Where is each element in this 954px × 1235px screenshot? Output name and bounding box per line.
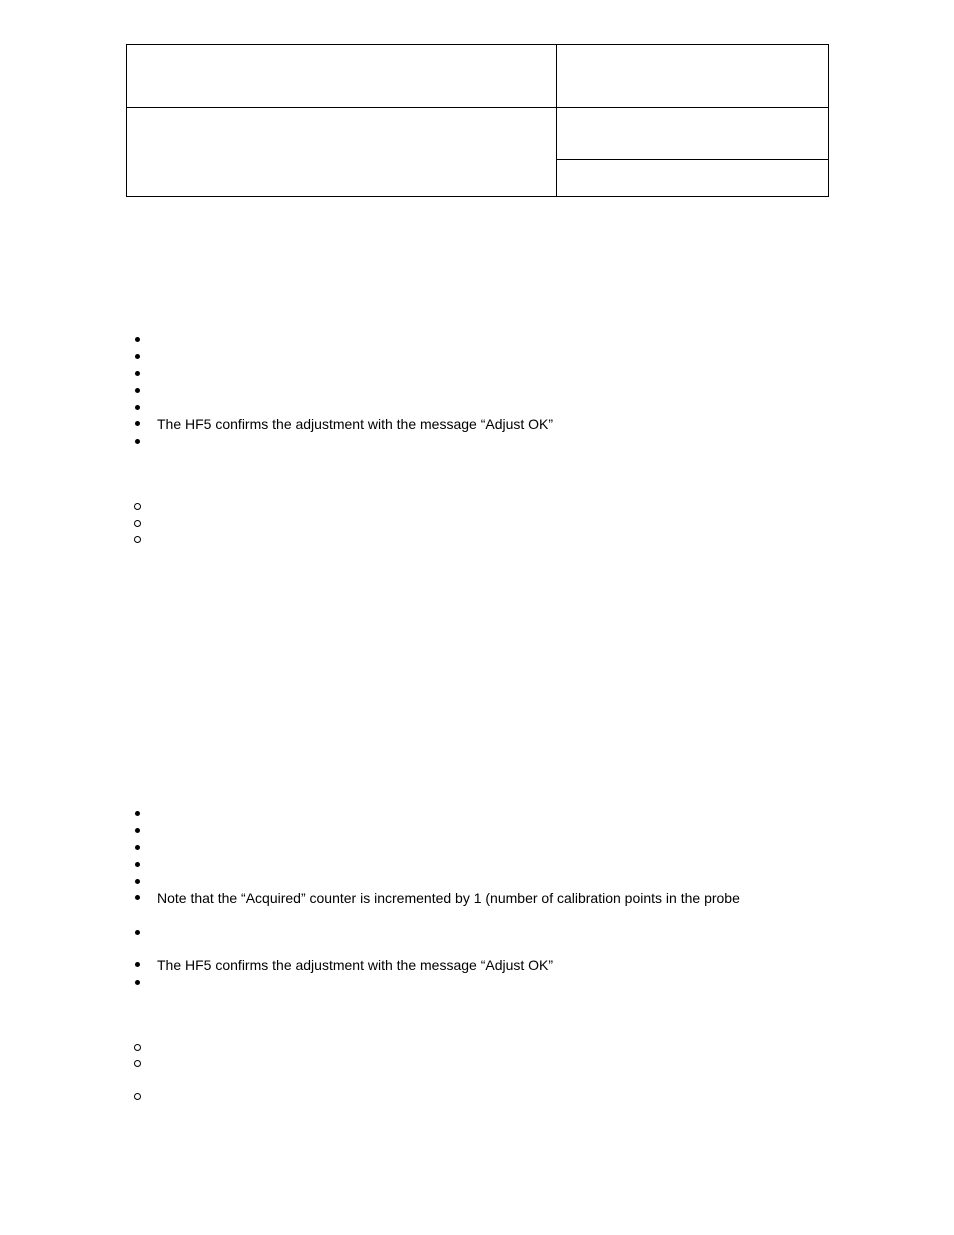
table-cell-r3c2 (557, 159, 829, 196)
list-item-text: Note that the “Acquired” counter is incremented by 1 (number of calibration points in the probe (157, 890, 740, 906)
list-item-text: The HF5 confirms the adjustment with the message “Adjust OK” (157, 957, 554, 973)
list-item-text: The HF5 confirms the adjustment with the message “Adjust OK” (157, 416, 554, 432)
table-cell-r2c2 (557, 108, 829, 159)
table-cell-r1c1 (127, 45, 557, 108)
header-table (126, 44, 829, 197)
table-cell-r2c1 (127, 108, 557, 197)
table-cell-r1c2 (557, 45, 829, 108)
